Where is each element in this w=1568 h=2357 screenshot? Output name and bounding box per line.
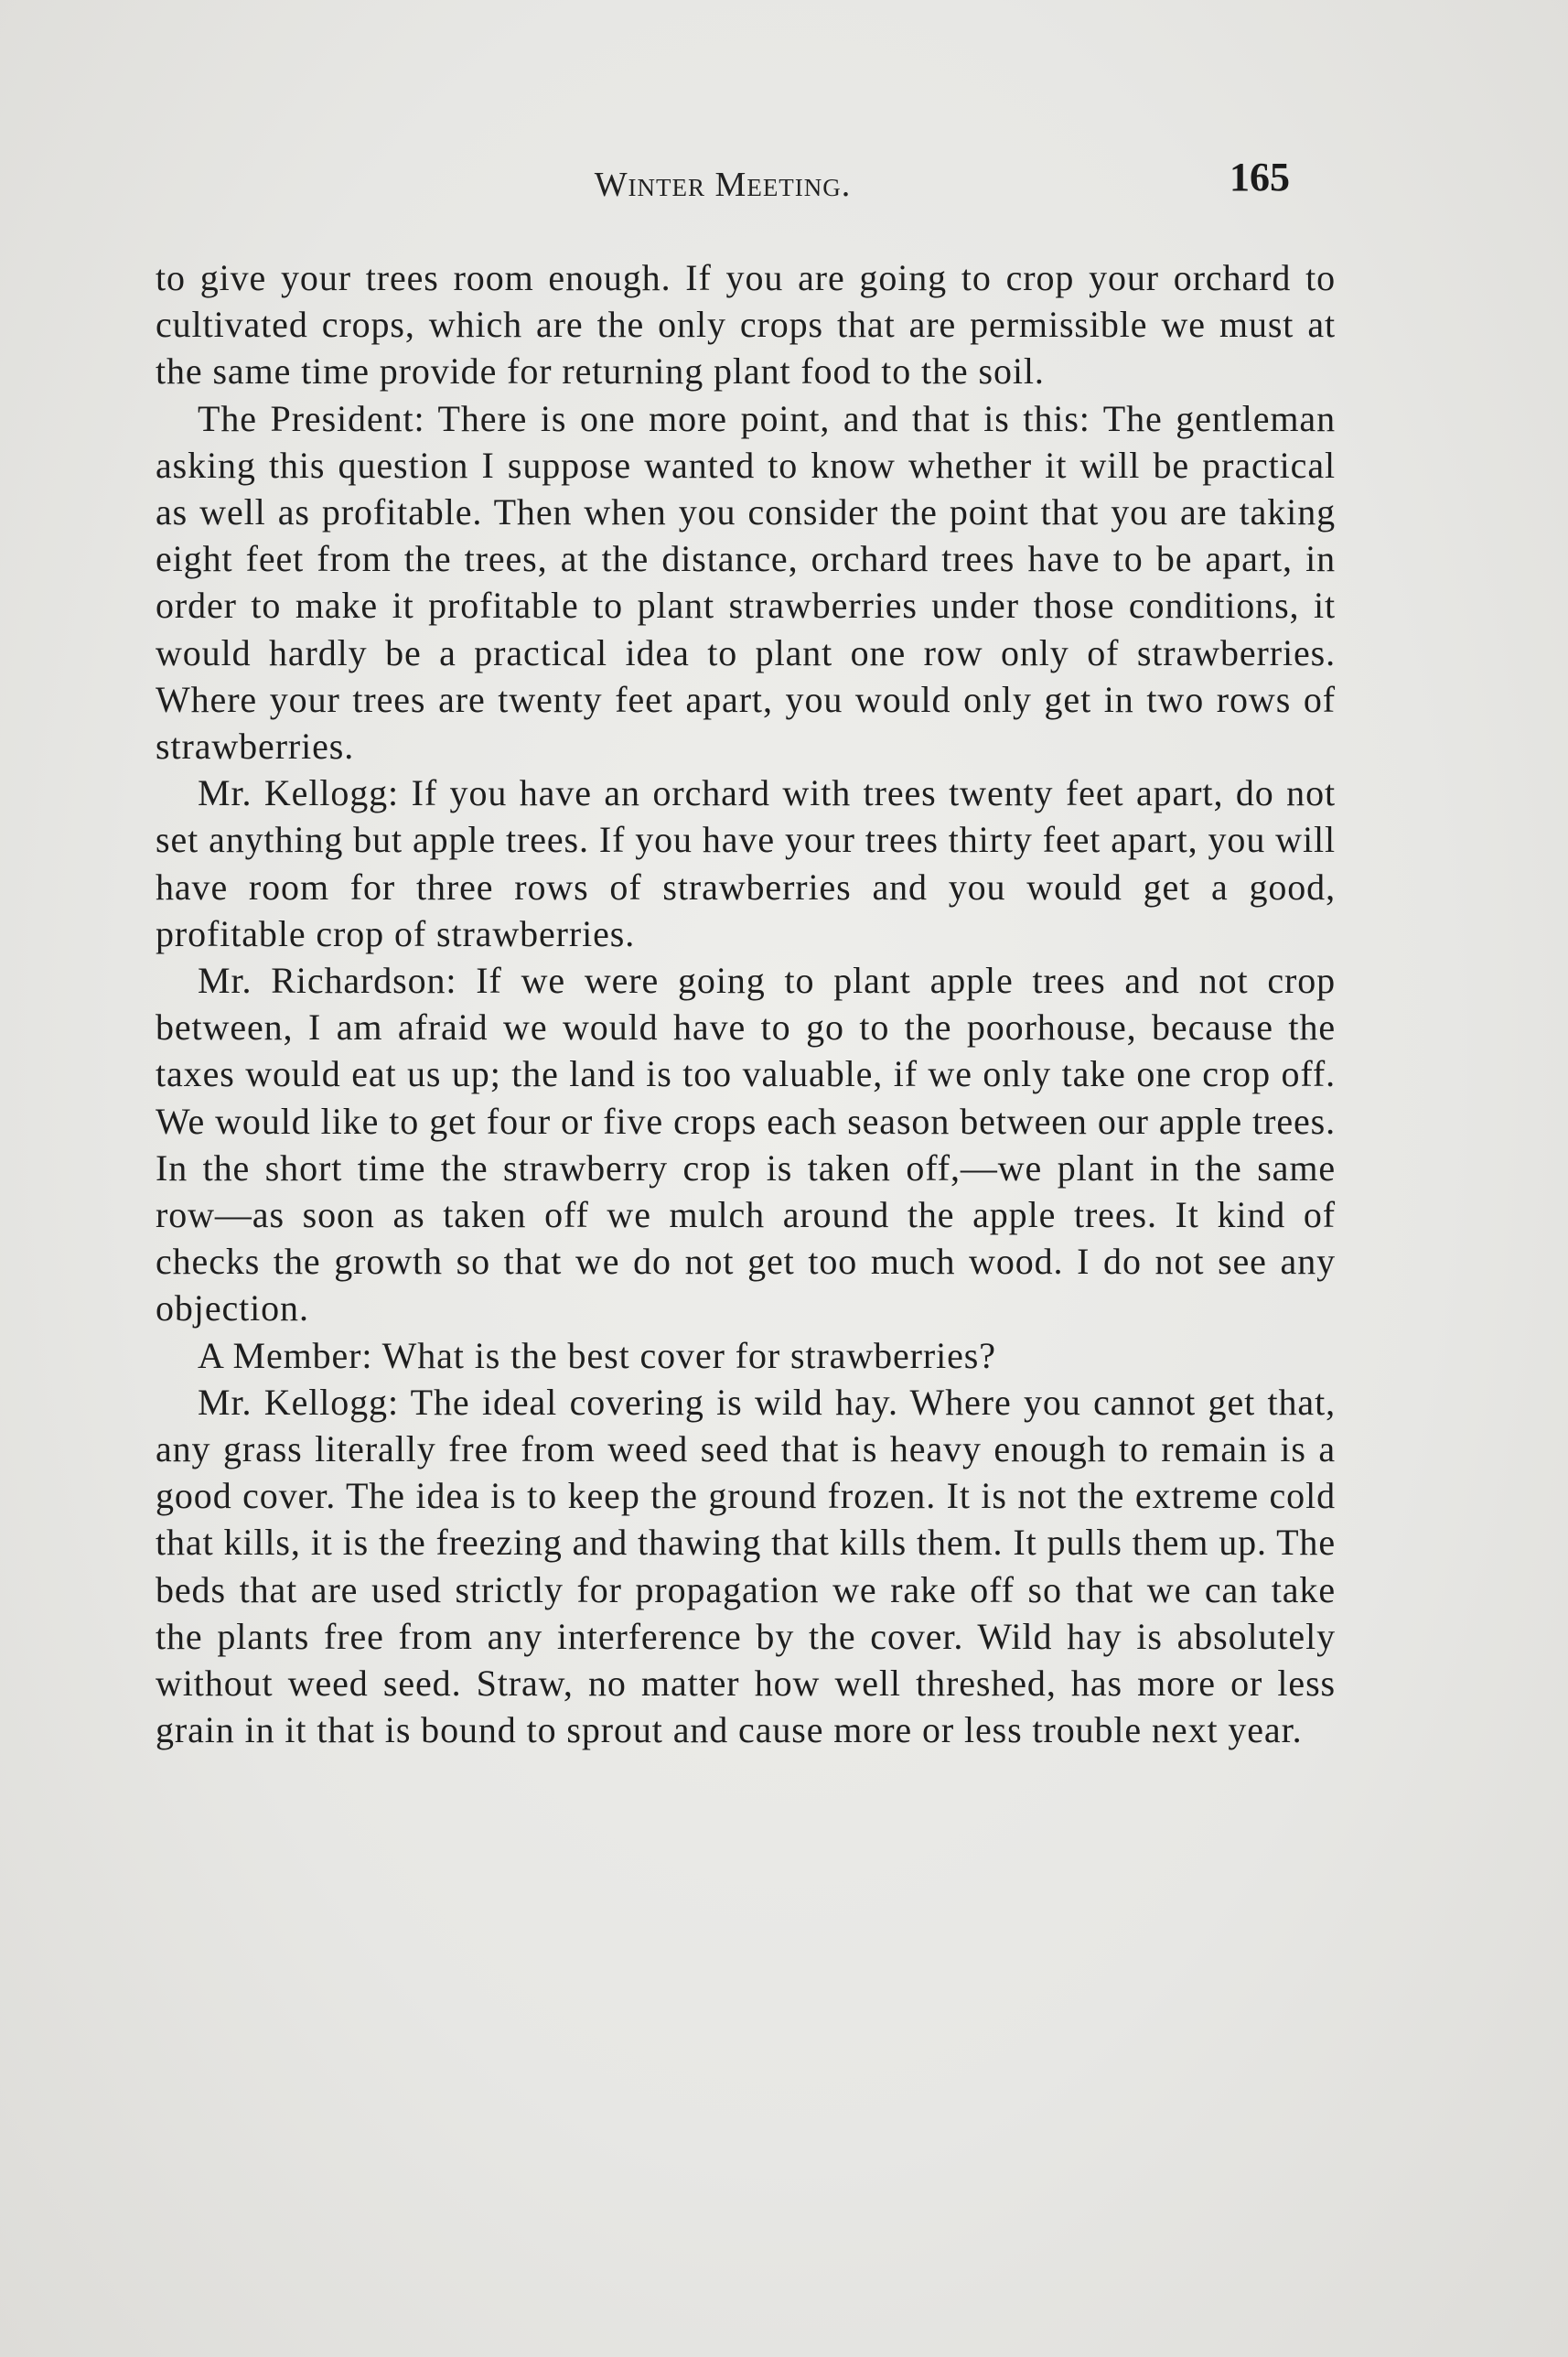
paragraph [156,254,1336,395]
paragraph [156,395,1336,770]
paragraph [156,957,1336,1332]
page-header [156,154,1290,209]
paragraph-text: If we were going to plant apple trees and not crop between, I am afraid we would have to go to the poorhouse, because the taxes would eat us up; the land is too valuable, if we only take one crop off. We would like to get four or five crops each season between our apple trees. In the short time the strawberry crop is taken off,—we plant in the same row—as soon as taken off we mulch around the apple trees. It kind of checks the growth so that we do not get too much wood. I do not see any objection. [156,960,1337,1329]
paragraph [156,1379,1336,1754]
speaker-label: Mr. Kellogg: [198,1381,399,1423]
paragraph [156,1332,1336,1379]
speaker-label: Mr. Richardson: [198,960,457,1002]
paragraph [156,770,1336,957]
body-text [156,254,1336,1754]
speaker-label: Mr. Kellogg: [198,772,400,814]
speaker-label: A Member: [198,1334,373,1376]
page-number: 165 [1230,155,1290,199]
paragraph-text: What is the best cover for strawberries? [381,1334,996,1376]
paragraph-text: The ideal covering is wild hay. Where you cannot get that, any grass literally free from weed seed that is heavy enough to remain is a good cover. The idea is to keep the ground frozen. It is not the extreme cold that kills, it is the freezing and thawing that kills them. It pulls them up. The beds that are used strictly for propagation we rake off so that we can take the plants free from any interference by the cover. Wild hay is absolutely without weed seed. Straw, no matter how well threshed, has more or less grain in it that is bound to sprout and cause more or less trouble next year. [156,1381,1336,1751]
paragraph-text: to give your trees room enough. If you are going to crop your orchard to cultivated crops, which are the only crops that are permissible we must at the same time provide for returning plant food to the soil. [156,257,1336,393]
paragraph-text: There is one more point, and that is this: The gentleman asking this question I suppose wanted to know whether it will be practical as well as profitable. Then when you consider the point that you are taking eight feet from the trees, at the distance, orchard trees have to be apart, in order to make it profitable to plant strawberries under those conditions, it would hardly be a practical idea to plant one row only of strawberries. Where your trees are twenty feet apart, you would only get in two rows of strawberries. [156,397,1336,768]
speaker-label: The President: [198,397,425,439]
running-head: Winter Meeting. [594,166,852,204]
paragraph-text: If you have an orchard with trees twenty feet apart, do not set anything but apple trees. If you have your trees thirty feet apart, you will have room for three rows of strawberries and you would get a good, profitable crop of strawberries. [156,772,1336,954]
